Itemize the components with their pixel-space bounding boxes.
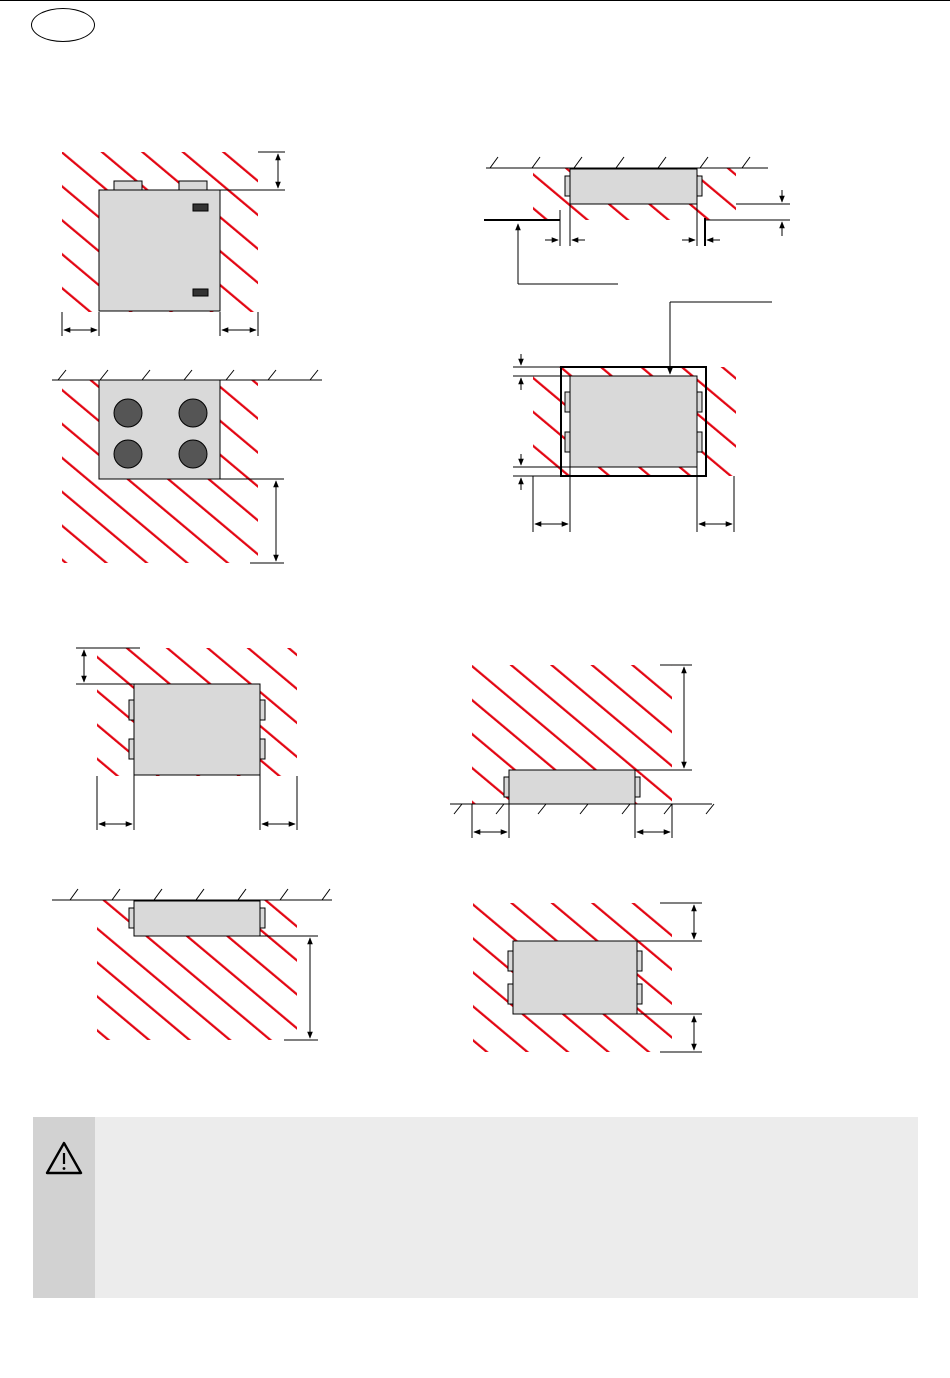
warning-icon-column	[33, 1117, 95, 1298]
warning-triangle-icon	[44, 1140, 84, 1181]
warning-panel	[33, 1117, 918, 1298]
diagram-6-floor-mount	[450, 665, 714, 838]
diagram-2-ceiling-four-ducts	[52, 370, 322, 563]
diagram-7-ceiling-bottom-clearance	[52, 889, 332, 1040]
diagram-4-enclosure	[513, 302, 772, 532]
diagram-5-wall-mount	[76, 648, 297, 830]
diagram-1-top-spigots	[62, 152, 285, 336]
diagram-8-free-standing	[473, 903, 702, 1052]
diagram-3-ceiling-side-spigots	[484, 157, 790, 284]
